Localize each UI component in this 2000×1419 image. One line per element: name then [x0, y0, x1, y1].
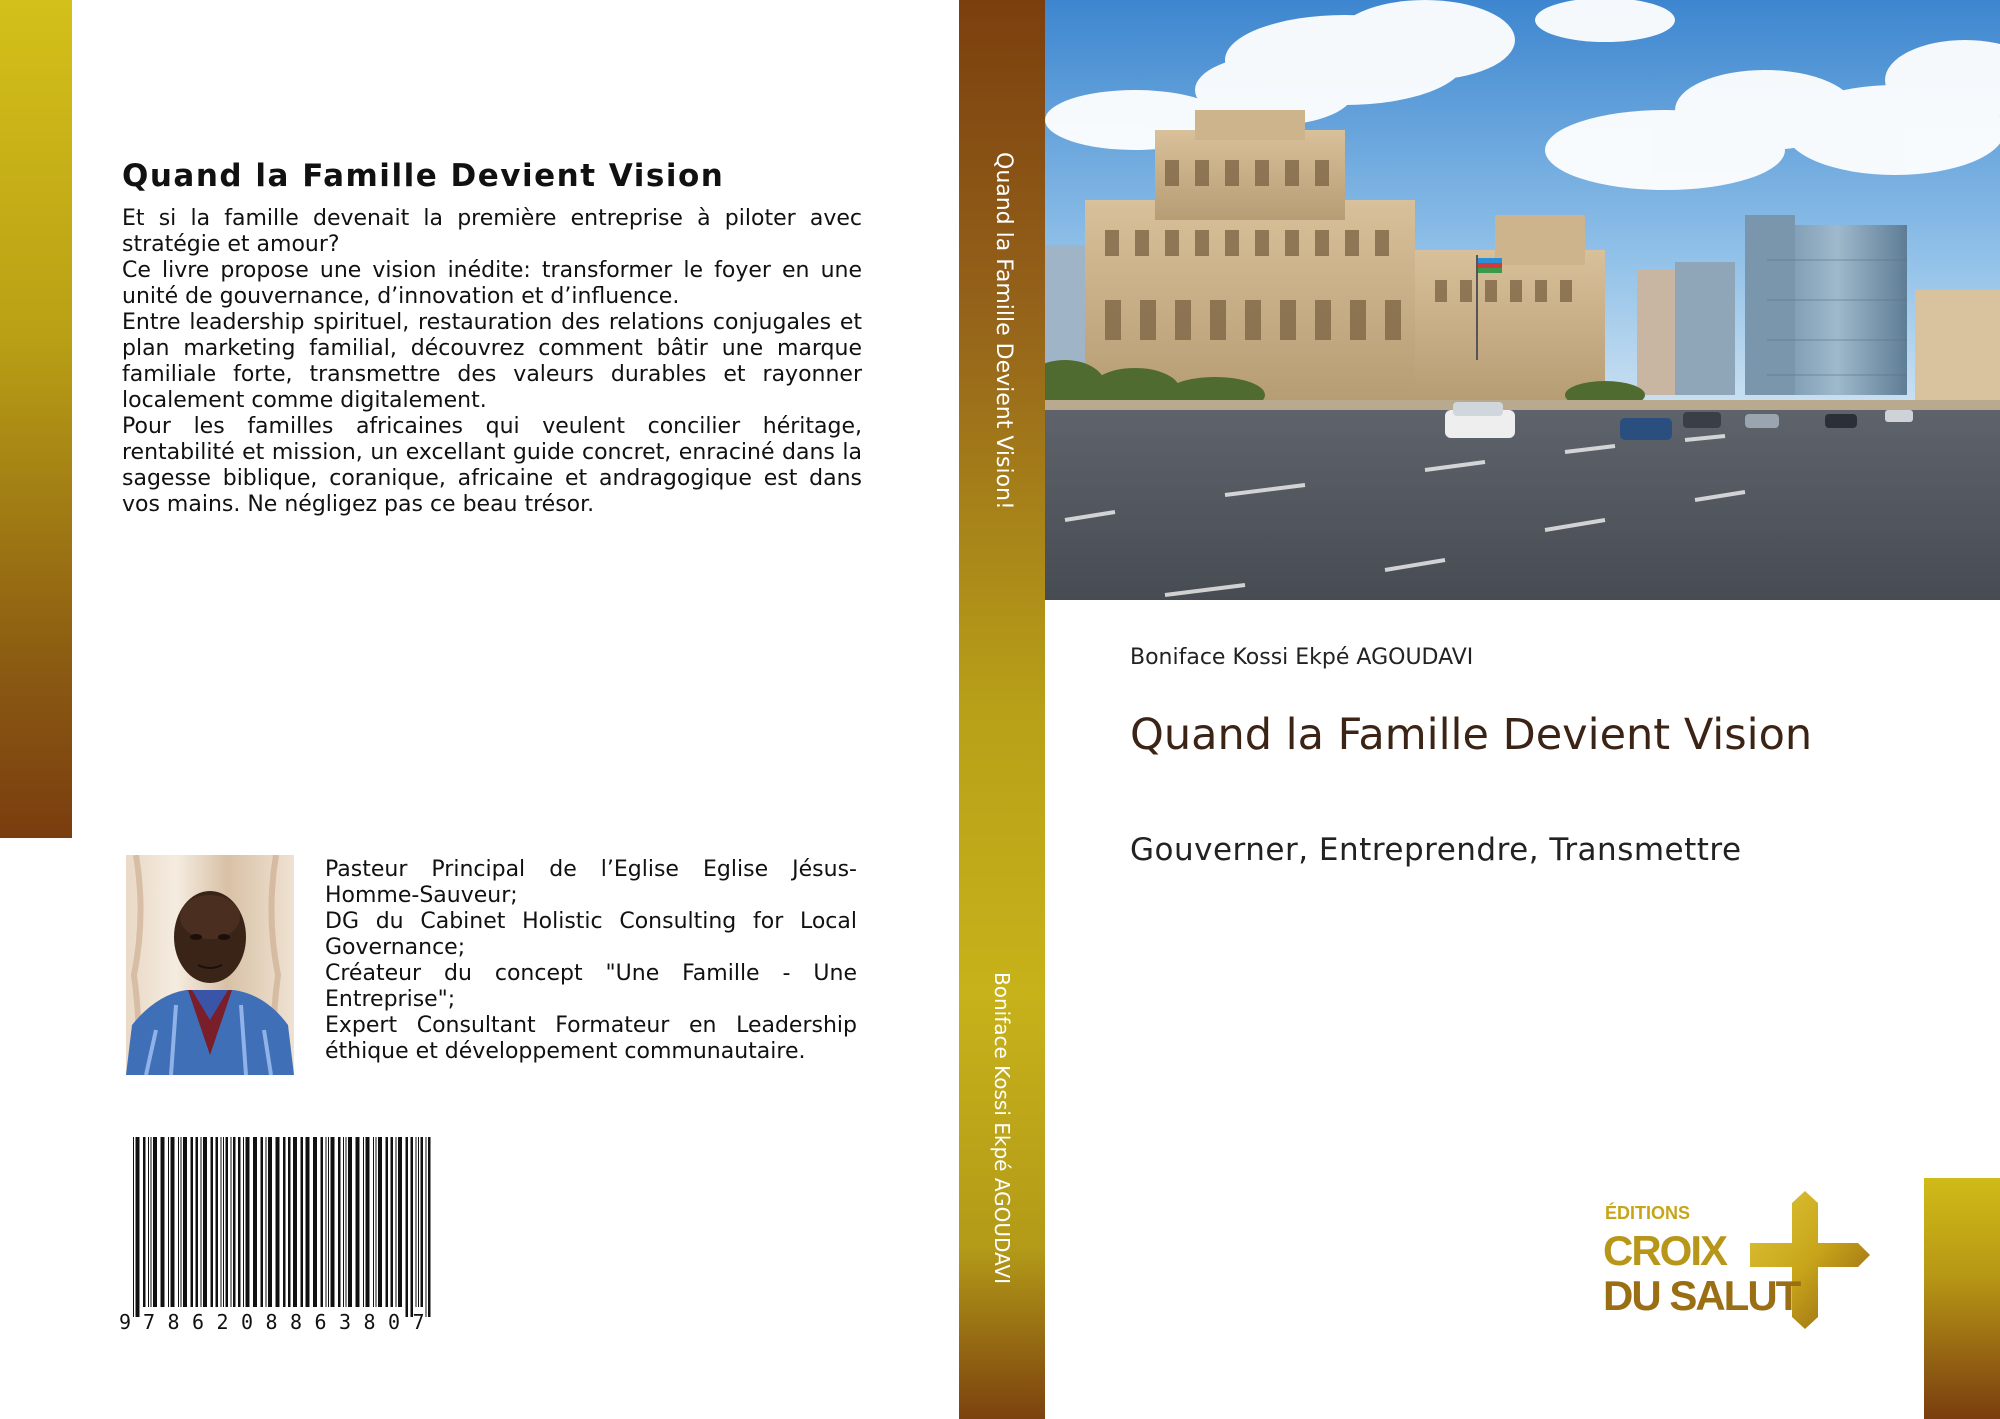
barcode-bar — [293, 1137, 297, 1307]
barcode-bar — [348, 1137, 352, 1307]
barcode-bar — [151, 1137, 152, 1307]
barcode-bar — [191, 1137, 194, 1307]
barcode-bar — [183, 1137, 187, 1307]
isbn-digit: 8 — [290, 1310, 303, 1333]
bio-line: DG du Cabinet Holistic Consulting for Local Governance; — [325, 909, 857, 960]
front-cover-color-band — [1924, 1178, 2000, 1419]
barcode-bar — [343, 1137, 344, 1307]
barcode-graphic — [115, 1133, 445, 1333]
isbn-digit: 0 — [241, 1310, 254, 1333]
barcode-bar — [148, 1137, 149, 1307]
barcode-bar — [356, 1137, 360, 1307]
barcode-bar — [406, 1137, 409, 1317]
barcode-bar — [366, 1137, 370, 1307]
publisher-line-1: ÉDITIONS — [1605, 1203, 1691, 1223]
isbn-digit: 0 — [388, 1310, 401, 1333]
blurb-paragraph: Pour les familles africaines qui veulent concilier héritage, rentabilité et mission, un excellant guide concret, enraciné dans la sagesse biblique, coranique, africaine et andragogique est dans vos mains. Ne négligez pas ce beau trésor. — [122, 414, 862, 517]
isbn-digit: 2 — [216, 1310, 229, 1333]
barcode-bar — [216, 1137, 219, 1307]
barcode-bar — [261, 1137, 264, 1307]
barcode-bar — [386, 1137, 389, 1307]
author-photo — [126, 855, 294, 1075]
barcode-bar — [276, 1137, 280, 1307]
barcode-bar — [418, 1137, 419, 1307]
isbn-digit: 7 — [143, 1310, 156, 1333]
cover-subtitle: Gouverner, Entreprendre, Transmettre — [1130, 832, 1742, 868]
barcode-bar — [396, 1137, 397, 1307]
publisher-logo-graphic — [1600, 1185, 1900, 1335]
publisher-logo — [1600, 1185, 1900, 1335]
barcode-bar — [338, 1137, 341, 1307]
barcode-bar — [328, 1137, 329, 1307]
barcode-bar — [426, 1137, 427, 1317]
author-biography — [325, 857, 857, 1065]
barcode-bar — [363, 1137, 364, 1307]
spine-title: Quand la Famille Devient Vision! — [991, 152, 1016, 510]
barcode-bar — [178, 1137, 179, 1307]
barcode-bar — [196, 1137, 199, 1307]
barcode-bar — [288, 1137, 291, 1307]
barcode-bar — [253, 1137, 257, 1307]
barcode-bar — [181, 1137, 182, 1307]
barcode-bar — [391, 1137, 394, 1307]
barcode-bar — [378, 1137, 382, 1307]
barcode-bar — [143, 1137, 146, 1307]
cover-photo — [1045, 0, 2000, 600]
spine-author: Boniface Kossi Ekpé AGOUDAVI — [990, 972, 1014, 1285]
blurb-paragraph: Ce livre propose une vision inédite: transformer le foyer en une unité de gouvernance, d’innovation et d’influence. — [122, 258, 862, 309]
barcode-bar — [246, 1137, 250, 1307]
barcode-bar — [306, 1137, 310, 1307]
bio-line: Créateur du concept "Une Famille - Une Entreprise"; — [325, 961, 857, 1012]
isbn-digit: 9 — [119, 1310, 132, 1333]
barcode-bar — [168, 1137, 169, 1307]
barcode-bar — [268, 1137, 272, 1307]
barcode-bar — [416, 1137, 417, 1307]
publisher-line-2: CROIX — [1603, 1227, 1727, 1274]
back-cover-title: Quand la Famille Devient Vision — [122, 158, 725, 194]
barcode-bar — [133, 1137, 134, 1317]
barcode-bar — [283, 1137, 286, 1307]
barcode-bar — [346, 1137, 347, 1307]
back-cover-color-band — [0, 0, 72, 838]
barcode-bar — [231, 1137, 232, 1307]
barcode-bar — [226, 1137, 229, 1307]
barcode-bar — [331, 1137, 335, 1307]
isbn-digit: 3 — [339, 1310, 352, 1333]
isbn-digit: 8 — [167, 1310, 180, 1333]
barcode-bar — [411, 1137, 414, 1317]
cover-author-name: Boniface Kossi Ekpé AGOUDAVI — [1130, 645, 1474, 670]
cover-photo-building-street — [1045, 0, 2000, 600]
author-portrait-image — [126, 855, 294, 1075]
bio-line: Expert Consultant Formateur en Leadership éthique et développement communautaire. — [325, 1013, 857, 1064]
cover-title: Quand la Famille Devient Vision — [1130, 710, 1813, 760]
barcode-bar — [203, 1137, 207, 1307]
barcode-bar — [373, 1137, 374, 1307]
book-spine — [959, 0, 1045, 1419]
barcode-bar — [313, 1137, 317, 1307]
isbn-barcode — [115, 1133, 445, 1333]
isbn-digit: 8 — [265, 1310, 278, 1333]
isbn-digit: 7 — [412, 1310, 425, 1333]
barcode-bar — [326, 1137, 327, 1307]
barcode-bar — [211, 1137, 214, 1307]
barcode-bar — [238, 1137, 241, 1307]
barcode-bar — [171, 1137, 175, 1307]
barcode-bar — [136, 1137, 140, 1317]
barcode-bar — [201, 1137, 202, 1307]
barcode-bar — [398, 1137, 402, 1307]
blurb-paragraph: Entre leadership spirituel, restauration des relations conjugales et plan marketing familial, découvrez comment bâtir une marque familiale forte, transmettre des valeurs durables et rayonner localement comme digitalement. — [122, 310, 862, 413]
barcode-bar — [428, 1137, 431, 1317]
back-cover-blurb — [122, 206, 862, 518]
isbn-digit: 6 — [314, 1310, 327, 1333]
isbn-digit: 6 — [192, 1310, 205, 1333]
barcode-bar — [376, 1137, 377, 1307]
barcode-bar — [233, 1137, 236, 1307]
barcode-bar — [221, 1137, 222, 1307]
barcode-bar — [301, 1137, 304, 1307]
barcode-bar — [321, 1137, 324, 1307]
barcode-bar — [161, 1137, 165, 1307]
barcode-bar — [421, 1137, 424, 1307]
blurb-paragraph: Et si la famille devenait la première entreprise à piloter avec stratégie et amour? — [122, 206, 862, 257]
barcode-bar — [266, 1137, 267, 1307]
publisher-line-3: DU SALUT — [1603, 1272, 1800, 1319]
bio-line: Pasteur Principal de l’Eglise Eglise Jésus-Homme-Sauveur; — [325, 857, 857, 908]
barcode-bar — [223, 1137, 224, 1307]
isbn-digit: 8 — [363, 1310, 376, 1333]
barcode-bar — [153, 1137, 157, 1307]
barcode-bar — [243, 1137, 244, 1307]
